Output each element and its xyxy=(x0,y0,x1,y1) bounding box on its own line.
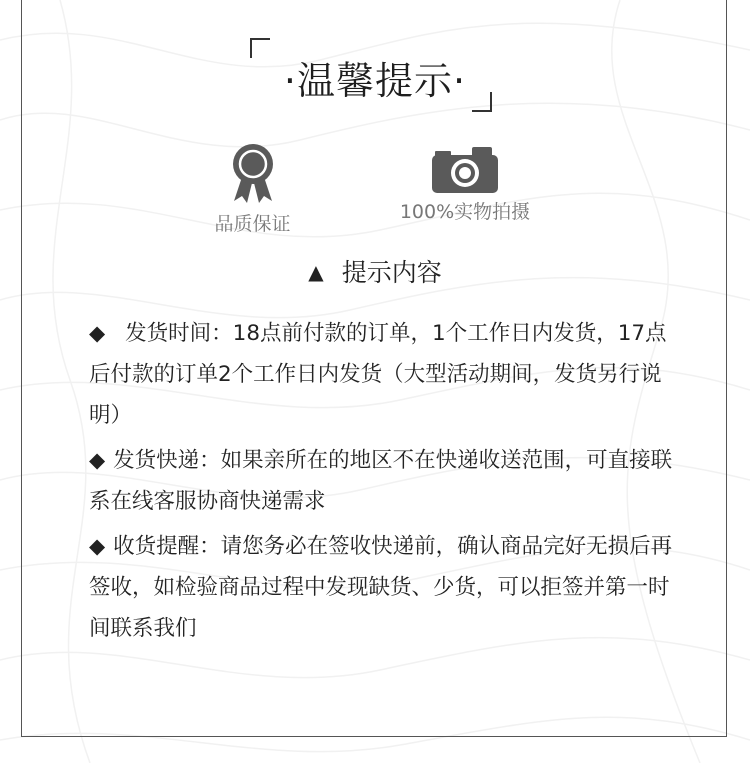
diamond-bullet-icon: ◆ xyxy=(89,448,106,472)
note-text: 发货快递：如果亲所在的地区不在快递收送范围，可直接联系在线客服协商快递需求 xyxy=(89,448,673,514)
triangle-marker-icon: ▲ xyxy=(308,260,324,284)
page-title: ·温馨提示· xyxy=(283,59,467,103)
diamond-bullet-icon: ◆ xyxy=(89,321,106,345)
note-text: 收货提醒：请您务必在签收快递前，确认商品完好无损后再签收，如检验商品过程中发现缺货、少货，可以拒签并第一时间联系我们 xyxy=(89,534,673,641)
section-heading xyxy=(0,253,750,289)
camera-icon xyxy=(432,143,498,193)
badge-label: 100%实物拍摄 xyxy=(399,201,531,223)
award-ribbon-icon xyxy=(228,143,278,205)
note-text: 发货时间：18点前付款的订单，1个工作日内发货，17点后付款的订单2个工作日内发货（大型活动期间，发货另行说明） xyxy=(89,321,667,428)
notes-list xyxy=(89,313,679,653)
note-item-courier xyxy=(89,440,679,522)
quality-guarantee-badge xyxy=(195,143,310,236)
note-item-shipping-time xyxy=(89,313,679,436)
note-item-receipt-reminder xyxy=(89,526,679,649)
section-heading-text: 提示内容 xyxy=(341,258,442,287)
badge-label: 品质保证 xyxy=(214,213,291,235)
real-photo-badge xyxy=(385,143,545,224)
diamond-bullet-icon: ◆ xyxy=(89,534,106,558)
